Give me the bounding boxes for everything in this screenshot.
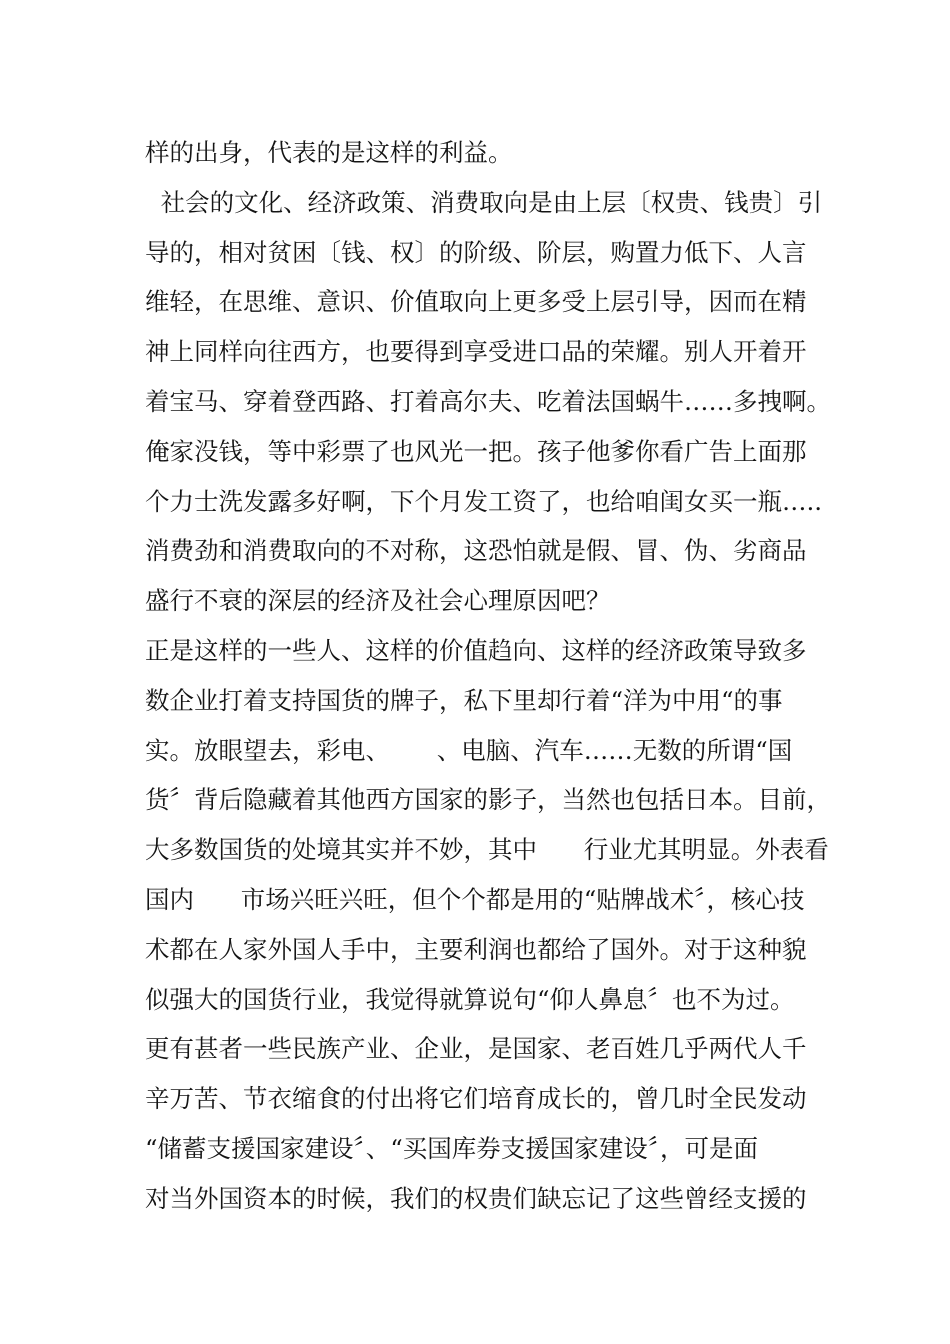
- text-line: 术都在人家外国人手中，主要利润也都给了国外。对于这种貌: [145, 934, 807, 964]
- text-line: 着宝马、穿着登西路、打着高尔夫、吃着法国蜗牛……多拽啊。: [145, 386, 831, 416]
- text-line: 导的，相对贫困〔钱、权〕的阶级、阶层，购置力低下、人言: [145, 237, 807, 267]
- text-line: 货〞背后隐藏着其他西方国家的影子，当然也包括日本。目前，: [145, 785, 831, 815]
- text-line: 实。放眼望去，彩电、 、电脑、汽车……无数的所谓“国: [145, 735, 793, 765]
- text-line: 社会的文化、经济政策、消费取向是由上层〔权贵、钱贵〕引: [145, 187, 823, 217]
- text-line: 数企业打着支持国货的牌子，私下里却行着“洋为中用“的事: [145, 685, 783, 715]
- text-line: 消费劲和消费取向的不对称，这恐怕就是假、冒、伪、劣商品: [145, 536, 807, 566]
- text-line: 国内 市场兴旺兴旺，但个个都是用的“贴牌战术〞，核心技: [145, 884, 805, 914]
- text-line: 更有甚者一些民族产业、企业，是国家、老百姓几乎两代人千: [145, 1034, 807, 1064]
- text-line: 俺家没钱，等中彩票了也风光一把。孩子他爹你看广告上面那: [145, 436, 807, 466]
- text-line: 大多数国货的处境其实并不妙，其中 行业尤其明显。外表看: [145, 835, 829, 865]
- text-line: 盛行不衰的深层的经济及社会心理原因吧？: [145, 586, 611, 616]
- body-text: [145, 128, 831, 1224]
- text-line: 样的出身，代表的是这样的利益。: [145, 138, 513, 167]
- text-line: 维轻，在思维、意识、价值取向上更多受上层引导，因而在精: [145, 287, 807, 317]
- text-line: “储蓄支援国家建设〞、“买国库券支援国家建设〞，可是面: [145, 1133, 759, 1163]
- text-line: 似强大的国货行业，我觉得就算说句“仰人鼻息〞也不为过。: [145, 984, 795, 1014]
- text-line: 个力士洗发露多好啊，下个月发工资了，也给咱闺女买一瓶…..: [145, 486, 823, 516]
- text-line: 辛万苦、节衣缩食的付出将它们培育成长的，曾几时全民发动: [145, 1084, 807, 1114]
- text-line: 对当外国资本的时候，我们的权贵们缺忘记了这些曾经支援的: [145, 1183, 807, 1213]
- text-line: 神上同样向往西方，也要得到享受进口品的荣耀。别人开着开: [145, 337, 807, 367]
- text-line: 正是这样的一些人、这样的价值趋向、这样的经济政策导致多: [145, 635, 807, 665]
